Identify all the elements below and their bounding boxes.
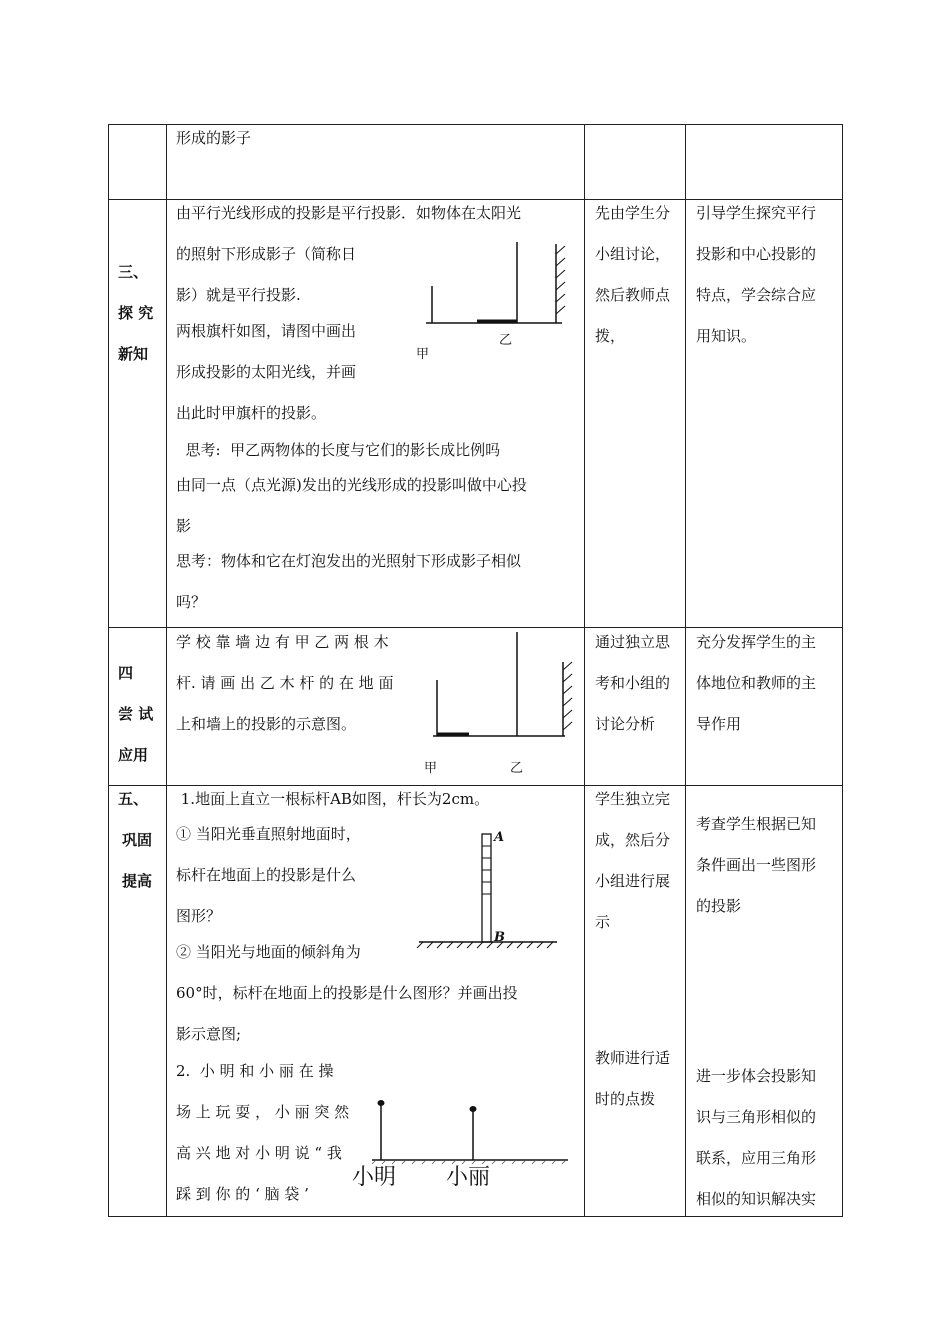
row5-purpose2-4: 相似的知识解决实 bbox=[696, 1190, 817, 1208]
row3-line-4: 两根旗杆如图，请图中画出 bbox=[176, 322, 357, 340]
row3-line-10: 思考：物体和它在灯泡发出的光照射下形成影子相似 bbox=[176, 552, 522, 570]
xiaoli-head bbox=[470, 1106, 477, 1112]
row3-label-yi: 乙 bbox=[499, 333, 513, 348]
label-xiaoli: 小丽 bbox=[446, 1165, 491, 1190]
row4-student-2: 考和小组的 bbox=[595, 674, 671, 692]
row4-stage-1: 四 bbox=[118, 664, 134, 682]
rod-ab-figure bbox=[415, 828, 565, 953]
table-border-bottom bbox=[108, 1216, 843, 1217]
row3-line-11: 吗？ bbox=[176, 593, 207, 611]
row3-student-1: 先由学生分 bbox=[595, 204, 671, 222]
row5-line-5: ② 当阳光与地面的倾斜角为 bbox=[176, 943, 361, 961]
row3-line-6: 出此时甲旗杆的投影。 bbox=[176, 404, 327, 422]
row5-line-6: 60°时，标杆在地面上的投影是什么图形？并画出投 bbox=[176, 984, 518, 1002]
row3-student-3: 然后教师点 bbox=[595, 286, 671, 304]
row3-purpose-1: 引导学生探究平行 bbox=[696, 204, 817, 222]
rod-label-a: A bbox=[494, 830, 505, 845]
row4-label-jia: 甲 bbox=[424, 761, 438, 776]
row4-purpose-1: 充分发挥学生的主 bbox=[696, 633, 817, 651]
row3-line-1: 由平行光线形成的投影是平行投影．如物体在太阳光 bbox=[176, 204, 522, 222]
row4-stage-3: 应用 bbox=[118, 746, 149, 764]
row3-line-9: 影 bbox=[176, 517, 192, 535]
row5-student-2: 成，然后分 bbox=[595, 831, 671, 849]
row4-purpose-2: 体地位和教师的主 bbox=[696, 674, 817, 692]
col-divider-1 bbox=[166, 124, 167, 1217]
row5-student2-2: 时的点拨 bbox=[595, 1090, 656, 1108]
row5-line-9: 场 上 玩 耍 ， 小 丽 突 然 bbox=[176, 1103, 350, 1121]
row5-line-10: 高 兴 地 对 小 明 说 “ 我 bbox=[176, 1144, 342, 1162]
row4-line-2: 杆. 请 画 出 乙 木 杆 的 在 地 面 bbox=[176, 674, 394, 692]
row3-purpose-2: 投影和中心投影的 bbox=[696, 245, 817, 263]
row5-line-7: 影示意图; bbox=[176, 1025, 242, 1043]
rod bbox=[482, 834, 491, 942]
wall-hatch bbox=[563, 662, 572, 730]
row5-purpose-3: 的投影 bbox=[696, 897, 742, 915]
table-border-left bbox=[108, 124, 109, 1217]
row3-stage-3: 新知 bbox=[118, 345, 149, 363]
xiaoming-head bbox=[378, 1100, 385, 1106]
row3-label-jia: 甲 bbox=[416, 347, 430, 362]
row3-line-7: 思考: 甲乙两物体的长度与它们的影长成比例吗 bbox=[176, 441, 501, 459]
row4-line-1: 学 校 靠 墙 边 有 甲 乙 两 根 木 bbox=[176, 633, 389, 651]
row3-line-8: 由同一点（点光源)发出的光线形成的投影叫做中心投 bbox=[176, 476, 527, 494]
row4-purpose-3: 导作用 bbox=[696, 715, 742, 733]
row5-stage-2: 巩固 bbox=[122, 831, 153, 849]
people-figure bbox=[370, 1095, 570, 1165]
row3-line-2: 的照射下形成影子（简称日 bbox=[176, 245, 357, 263]
ground-hatch bbox=[417, 942, 553, 948]
row5-student-1: 学生独立完 bbox=[595, 790, 671, 808]
row3-line-5: 形成投影的太阳光线，并画 bbox=[176, 363, 357, 381]
row4-label-yi: 乙 bbox=[510, 761, 524, 776]
col-divider-3 bbox=[685, 124, 686, 1217]
row5-purpose2-1: 进一步体会投影知 bbox=[696, 1067, 817, 1085]
row3-purpose-4: 用知识。 bbox=[696, 327, 757, 345]
row4-student-1: 通过独立思 bbox=[595, 633, 671, 651]
row3-student-2: 小组讨论， bbox=[595, 245, 671, 263]
row5-line-3: 标杆在地面上的投影是什么 bbox=[176, 866, 357, 884]
rod-label-b: B bbox=[494, 930, 505, 945]
row5-line-1: 1.地面上直立一根标杆AB如图，杆长为2cm。 bbox=[176, 790, 490, 808]
row3-student-4: 拨， bbox=[595, 327, 626, 345]
row5-line-11: 踩 到 你 的 ‘ 脑 袋 ’ bbox=[176, 1185, 309, 1203]
row5-line-4: 图形？ bbox=[176, 907, 222, 925]
row3-stage-1: 三、 bbox=[118, 263, 149, 281]
row4-student-3: 讨论分析 bbox=[595, 715, 656, 733]
row5-student2-1: 教师进行适 bbox=[595, 1049, 671, 1067]
row-divider-1 bbox=[108, 199, 843, 200]
table-border-top bbox=[108, 124, 843, 125]
row-divider-3 bbox=[108, 785, 843, 786]
row5-purpose2-2: 识与三角形相似的 bbox=[696, 1108, 817, 1126]
row5-line-2: ① 当阳光垂直照射地面时， bbox=[176, 825, 361, 843]
row5-line-8: 2. 小 明 和 小 丽 在 操 bbox=[176, 1062, 334, 1080]
row5-stage-1: 五、 bbox=[118, 790, 149, 808]
row5-student-3: 小组进行展 bbox=[595, 872, 671, 890]
row4-line-3: 上和墙上的投影的示意图。 bbox=[176, 715, 357, 733]
wooden-poles-figure bbox=[425, 628, 585, 748]
row3-purpose-3: 特点，学会综合应 bbox=[696, 286, 817, 304]
row4-stage-2: 尝 试 bbox=[118, 705, 154, 723]
label-xiaoming: 小明 bbox=[352, 1165, 397, 1190]
table-border-right bbox=[842, 124, 843, 1217]
flagpole-figure bbox=[420, 236, 580, 336]
row5-purpose-2: 条件画出一些图形 bbox=[696, 856, 817, 874]
row5-purpose-1: 考查学生根据已知 bbox=[696, 815, 817, 833]
row5-stage-3: 提高 bbox=[122, 872, 153, 890]
row2-content: 形成的影子 bbox=[176, 129, 252, 147]
row5-student-4: 示 bbox=[595, 913, 611, 931]
row3-line-3: 影）就是平行投影. bbox=[176, 286, 301, 304]
wall-hatch bbox=[556, 246, 565, 314]
row5-purpose2-3: 联系，应用三角形 bbox=[696, 1149, 817, 1167]
row3-stage-2: 探 究 bbox=[118, 304, 154, 322]
